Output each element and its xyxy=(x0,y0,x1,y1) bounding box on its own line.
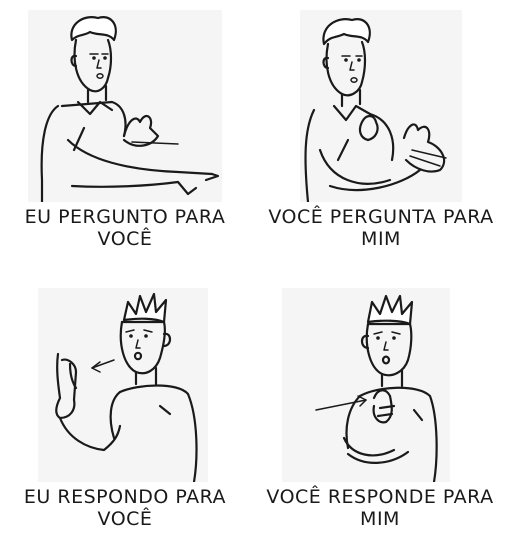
caption-line-1: VOCÊ RESPONDE PARA xyxy=(266,486,494,508)
caption-line-2: MIM xyxy=(361,228,401,250)
caption-line-2: VOCÊ xyxy=(97,228,153,250)
caption-line-1: EU RESPONDO PARA xyxy=(23,486,227,508)
illustration-eu-pergunto xyxy=(28,10,222,202)
signer-figure-receiving-answer xyxy=(282,288,450,482)
caption-line-1: VOCÊ PERGUNTA PARA xyxy=(268,206,494,228)
signer-figure-asking xyxy=(28,10,222,202)
caption-line-1: EU PERGUNTO PARA xyxy=(24,206,226,228)
caption-line-2: VOCÊ xyxy=(97,508,153,530)
caption-eu-respondo xyxy=(6,486,244,530)
caption-voce-pergunta xyxy=(258,206,504,250)
caption-voce-responde xyxy=(256,486,504,530)
illustration-voce-responde xyxy=(282,288,450,482)
signer-figure-receiving-question xyxy=(300,10,462,202)
illustration-voce-pergunta xyxy=(300,10,462,202)
illustration-eu-respondo xyxy=(38,288,208,482)
caption-line-2: MIM xyxy=(360,508,400,530)
caption-eu-pergunto xyxy=(6,206,244,250)
signer-figure-answering xyxy=(38,288,208,482)
